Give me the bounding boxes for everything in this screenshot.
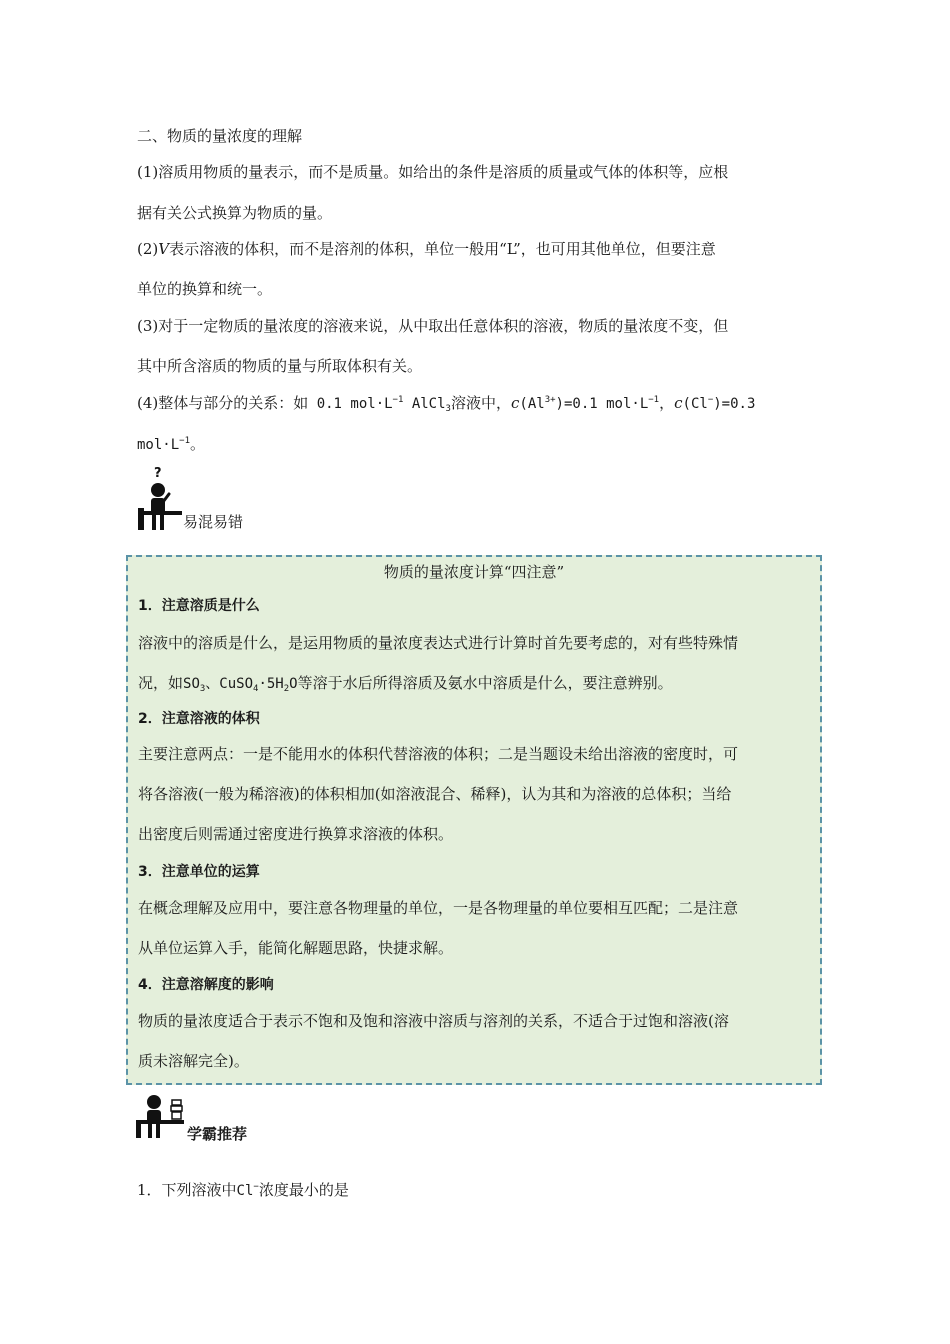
notice-text-4-line-1: 物质的量浓度适合于表示不饱和及饱和溶液中溶质与溶剂的关系，不适合于过饱和溶液(溶 bbox=[138, 1012, 729, 1030]
notice-text-1-line-2: 况，如$SO_3$、$CuSO_4\cdot 5H_2O$等溶于水后所得溶质及氨水中溶质是什么，要注意辨别。 bbox=[138, 674, 673, 694]
notice-heading-2: 2．注意溶液的体积 bbox=[138, 711, 260, 727]
paragraph-1-line-1: (1)溶质用物质的量表示，而不是质量。如给出的条件是溶质的质量或气体的体积等，应根 bbox=[137, 163, 729, 181]
thinking-student-at-desk-icon bbox=[136, 464, 182, 530]
notice-box bbox=[126, 555, 822, 1085]
notice-text-3-line-1: 在概念理解及应用中，要注意各物理量的单位，一是各物理量的单位要相互匹配；二是注意 bbox=[138, 899, 739, 917]
student-with-books-icon bbox=[134, 1094, 186, 1138]
svg-text:?: ? bbox=[154, 466, 162, 481]
notice-text-2-line-1: 主要注意两点：一是不能用水的体积代替溶液的体积；二是当题设未给出溶液的密度时，可 bbox=[138, 745, 739, 763]
paragraph-3-line-2: 其中所含溶质的物质的量与所取体积有关。 bbox=[137, 357, 423, 375]
paragraph-2-line-2: 单位的换算和统一。 bbox=[137, 280, 273, 298]
notice-text-1-line-1: 溶液中的溶质是什么，是运用物质的量浓度表达式进行计算时首先要考虑的，对有些特殊情 bbox=[138, 634, 739, 652]
notice-heading-4: 4．注意溶解度的影响 bbox=[138, 977, 274, 993]
paragraph-1-line-2: 据有关公式换算为物质的量。 bbox=[137, 204, 333, 222]
question-1: 1．下列溶液中Cl−浓度最小的是 bbox=[137, 1181, 349, 1199]
section-heading: 二、物质的量浓度的理解 bbox=[137, 127, 303, 145]
paragraph-2-line-1: (2)V表示溶液的体积，而不是溶剂的体积，单位一般用“L”，也可用其他单位，但要注意 bbox=[137, 240, 716, 258]
notice-heading-1: 1．注意溶质是什么 bbox=[138, 598, 260, 614]
notice-text-2-line-2: 将各溶液(一般为稀溶液)的体积相加(如溶液混合、稀释)，认为其和为溶液的总体积；当给 bbox=[138, 785, 732, 803]
notice-text-4-line-2: 质未溶解完全)。 bbox=[138, 1052, 249, 1070]
notice-heading-3: 3．注意单位的运算 bbox=[138, 864, 260, 880]
notice-text-2-line-3: 出密度后则需通过密度进行换算求溶液的体积。 bbox=[138, 825, 454, 843]
notice-box-title: 物质的量浓度计算“四注意” bbox=[383, 563, 565, 581]
paragraph-4-line-2: $mol\cdot L^{-1}$。 bbox=[137, 435, 206, 453]
paragraph-4-line-1: (4)整体与部分的关系：如 0.1 $mol\cdot L^{-1}$ AlCl$_3$溶液中，$c(Al^{3+})=0.1$ $mol\cdot L^{-1}$，c(Cl−)=0.3 bbox=[137, 394, 756, 414]
section-label-recommend: 学霸推荐 bbox=[187, 1125, 248, 1143]
section-label-confuse: 易混易错 bbox=[183, 513, 244, 531]
notice-text-3-line-2: 从单位运算入手，能简化解题思路，快捷求解。 bbox=[138, 939, 454, 957]
paragraph-3-line-1: (3)对于一定物质的量浓度的溶液来说，从中取出任意体积的溶液，物质的量浓度不变，但 bbox=[137, 317, 729, 335]
